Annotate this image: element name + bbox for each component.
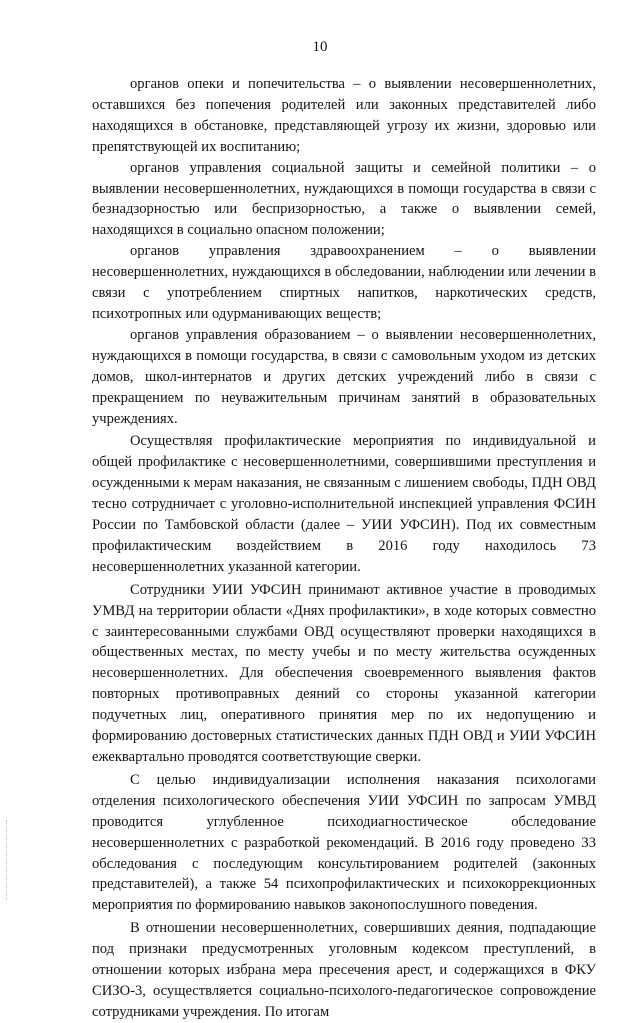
paragraph-healthcare-bodies: органов управления здравоохранением – о выявлении несовершеннолетних, нуждающихся в обследовании, наблюдении или лечении в связи с употреблением спиртных напитков, наркотических средств, психотропных или одурманивающих веществ; bbox=[92, 243, 596, 322]
paragraph-detention-support: В отношении несовершеннолетних, совершивших деяния, подпадающие под признаки предусмотренных уголовным кодексом преступлений, в отношении которых избрана мера пресечения арест, и содержащихся в ФКУ СИЗО-3, осуществляется социально-психолого-педагогическое сопровождение сотрудниками учреждения. По итогам bbox=[92, 920, 596, 1020]
page-number: 10 bbox=[312, 39, 328, 55]
paragraph-guardianship-bodies: органов опеки и попечительства – о выявлении несовершеннолетних, оставшихся без попечения родителей или законных представителей либо находящихся в обстановке, представляющей угрозу их жизни, здоровью или препятствующей их воспитанию; bbox=[92, 76, 596, 155]
paragraph-prevention-days: Сотрудники УИИ УФСИН принимают активное участие в проводимых УМВД на территории области «Днях профилактики», в ходе которых совместно с заинтересованными службами ОВД осуществляют проверки находящихся в общественных местах, по месту учебы и по месту жительства осужденных несовершеннолетних. Для обеспечения своевременного выявления фактов повторных противоправных деяний со стороны указанной категории подучетных лиц, оперативного принятия мер по их недопущению и формированию достоверных статистических данных ПДН ОВД и УИИ УФСИН ежеквартально проводятся соответствующие сверки. bbox=[92, 581, 596, 765]
paragraph-uii-ufsin-cooperation: Осуществляя профилактические мероприятия по индивидуальной и общей профилактике с несовершеннолетними, совершившими преступления и осужденными к мерам наказания, не связанным с лишением свободы, ПДН ОВД тесно сотрудничает с уголовно-исполнительной инспекцией управления ФСИН России по Тамбовской области (далее – УИИ УФСИН). Под их совместным профилактическим воздействием в 2016 году находилось 73 несовершеннолетних указанной категории. bbox=[92, 433, 596, 575]
document-body bbox=[92, 74, 596, 1023]
scan-edge-mark bbox=[6, 820, 9, 900]
paragraph-social-protection-bodies: органов управления социальной защиты и семейной политики – о выявлении несовершеннолетних, нуждающихся в помощи государства в связи с безнадзорностью или беспризорностью, а также о выявлении семей, находящихся в социально опасном положении; bbox=[92, 159, 596, 239]
paragraph-psychological-examination: С целью индивидуализации исполнения наказания психологами отделения психологического обеспечения УИИ УФСИН по запросам УМВД проводится углубленное психодиагностическое обследование несовершеннолетних с разработкой рекомендаций. В 2016 году проведено 33 обследования с последующим консультированием родителей (законных представителей), а также 54 психопрофилактических и психокоррекционных мероприятия по формированию навыков законопослушного поведения. bbox=[92, 771, 596, 914]
paragraph-education-bodies: органов управления образованием – о выявлении несовершеннолетних, нуждающихся в помощи государства, в связи с самовольным уходом из детских домов, школ-интернатов и других детских учреждений либо в связи с прекращением по неуважительным причинам занятий в образовательных учреждениях. bbox=[92, 326, 596, 427]
